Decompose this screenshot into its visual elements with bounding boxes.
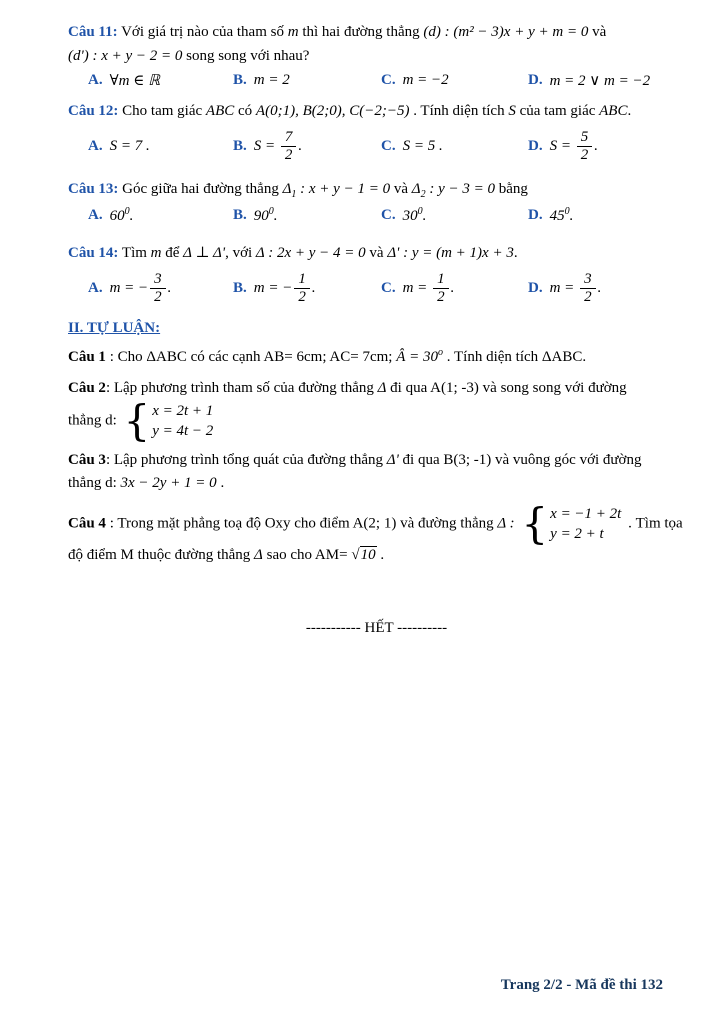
option-12-c	[381, 138, 528, 155]
essay-question-2-delta: Δ	[377, 380, 387, 397]
essay-question-1-angle	[396, 349, 443, 365]
question-13-line-delta1	[282, 180, 391, 200]
option-12-b-letter: B.	[233, 138, 247, 155]
option-12-d-tail: .	[594, 138, 598, 155]
option-13-d-tail: .	[569, 207, 574, 224]
essay-question-1-label: Câu 1	[68, 349, 106, 365]
option-13-d-sup: 0	[564, 205, 570, 217]
question-13-text-2: và	[393, 180, 409, 197]
question-13-text-3: bằng	[498, 180, 528, 197]
question-12-area-s: S	[508, 103, 516, 119]
option-14-c-denominator: 2	[437, 288, 445, 305]
essay-question-3-label: Câu 3	[68, 452, 106, 468]
option-13-a-value	[110, 206, 134, 225]
question-11-label: Câu 11:	[68, 24, 118, 40]
essay-question-4-text-1: : Trong mặt phẳng toạ độ Oxy cho điểm A(2; 1) và đường thẳng	[109, 515, 494, 532]
option-13-c-letter: C.	[381, 206, 396, 223]
option-13-d-letter: D.	[528, 206, 543, 223]
essay-question-2-text-2: đi qua A(1; -3) và song song với đường	[390, 380, 627, 397]
essay-question-1-line-1	[68, 345, 685, 369]
option-12-b-tail: .	[298, 138, 303, 155]
question-11-line-1	[68, 20, 685, 44]
option-13-d	[528, 206, 685, 225]
question-14-text-4: và	[369, 244, 384, 261]
question-12	[68, 99, 685, 165]
option-12-d	[528, 129, 685, 165]
radical-sign: √	[351, 547, 360, 563]
question-14-perpendicular: Δ ⊥ Δ'	[183, 244, 226, 261]
essay-question-2-eq-x: x = 2t + 1	[152, 402, 214, 419]
option-13-b-value	[254, 206, 278, 225]
option-14-c-tail: .	[450, 279, 455, 296]
question-14	[68, 241, 685, 307]
option-11-b-letter: B.	[233, 72, 247, 88]
question-13-options	[68, 206, 685, 225]
option-14-c-pre: m =	[402, 279, 428, 296]
option-11-a-letter: A.	[88, 72, 103, 88]
essay-question-4-eq-x: x = −1 + 2t	[550, 505, 622, 522]
option-11-b	[233, 72, 381, 89]
essay-question-4-delta-2: Δ	[254, 547, 263, 563]
question-12-label: Câu 12:	[68, 103, 119, 119]
essay-question-4-eq-y: y = 2 + t	[550, 525, 604, 542]
essay-question-3-text-3: thẳng d:	[68, 475, 117, 492]
essay-question-3-line-2	[68, 472, 685, 495]
question-12-line-1	[68, 99, 685, 123]
option-12-b-pre: S =	[253, 138, 276, 155]
option-11-c	[381, 72, 528, 89]
option-12-b-fraction	[281, 129, 297, 165]
option-12-b	[233, 129, 381, 165]
option-13-d-base: 45	[549, 207, 565, 224]
question-13-delta2: Δ	[411, 180, 421, 197]
question-11-text-3: và	[592, 24, 607, 40]
option-14-a-fraction	[150, 271, 166, 307]
option-14-a-pre: m = −	[109, 279, 149, 296]
question-14-text-5: .	[513, 244, 518, 261]
option-14-c	[381, 271, 528, 307]
question-11-param-m: m	[287, 24, 299, 40]
question-12-text-5: .	[627, 103, 632, 119]
question-12-options	[68, 129, 685, 165]
essay-question-4-label: Câu 4	[68, 515, 106, 532]
question-11-line-2	[68, 44, 685, 68]
question-12-triangle-abc-2: ABC	[599, 103, 628, 119]
option-12-d-value	[550, 129, 598, 165]
essay-question-4	[68, 498, 685, 568]
option-12-a-letter: A.	[88, 138, 103, 155]
option-12-d-pre: S =	[549, 138, 571, 155]
question-11-text-1: Với giá trị nào của tham số	[121, 24, 284, 40]
option-13-a-base: 60	[109, 207, 125, 224]
option-11-d-value: m = 2 ∨ m = −2	[549, 73, 651, 89]
question-13-line-1	[68, 177, 685, 203]
question-12-points: A(0;1), B(2;0), C(−2;−5)	[255, 103, 410, 119]
question-13-eq1: : x + y − 1 = 0	[296, 180, 391, 197]
essay-question-4-text-4: sao cho AM=	[266, 547, 348, 563]
option-13-a-letter: A.	[88, 206, 103, 223]
essay-question-2-system-rows	[152, 401, 213, 442]
question-11-equation-d-prime: (d') : x + y − 2 = 0	[68, 48, 183, 64]
essay-question-2-text-1: : Lập phương trình tham số của đường thẳng	[105, 380, 374, 397]
essay-question-2-label: Câu 2	[68, 380, 106, 397]
essay-question-1-angle-base: Â = 30	[396, 349, 439, 365]
question-14-line-1	[68, 241, 685, 265]
option-14-c-numerator: 1	[433, 271, 449, 289]
question-13-delta2-sub: 2	[420, 188, 426, 200]
option-14-b-denominator: 2	[298, 288, 306, 305]
option-14-b-tail: .	[311, 279, 316, 296]
option-13-c-base: 30	[402, 207, 418, 224]
question-12-text-4: của tam giác	[519, 103, 596, 119]
option-11-d-letter: D.	[528, 72, 543, 88]
option-12-b-denominator: 2	[284, 147, 293, 164]
option-13-a-sup: 0	[124, 205, 130, 217]
option-13-c-value	[403, 206, 427, 225]
question-12-text-1: Cho tam giác	[122, 103, 203, 119]
option-14-b-pre: m = −	[253, 279, 293, 296]
option-12-a-value: S = 7 .	[109, 138, 150, 155]
question-13-delta1-sub: 1	[291, 188, 297, 200]
question-13-label: Câu 13:	[68, 180, 119, 197]
question-14-text-3: , với	[225, 244, 253, 261]
option-14-c-letter: C.	[381, 279, 396, 296]
option-13-c-sup: 0	[417, 205, 423, 217]
square-root	[351, 546, 376, 563]
option-14-c-value	[403, 271, 455, 307]
essay-question-2-line-1	[68, 377, 685, 400]
left-brace: {	[123, 395, 151, 445]
option-13-a	[88, 206, 233, 225]
essay-question-2-system	[123, 395, 214, 445]
essay-question-4-text-5: .	[380, 547, 385, 563]
question-11-text-2: thì hai đường thẳng	[302, 24, 420, 40]
option-14-a-value	[110, 271, 172, 307]
essay-question-1-angle-sup: o	[438, 347, 444, 358]
option-13-b	[233, 206, 381, 225]
option-12-c-letter: C.	[381, 138, 396, 155]
essay-question-3-text-2: đi qua B(3; -1) và vuông góc với đường	[402, 452, 642, 468]
section-2-heading: II. TỰ LUẬN:	[68, 320, 161, 336]
essay-question-3-line-1	[68, 449, 685, 472]
option-14-a-numerator: 3	[150, 271, 166, 289]
question-11	[68, 20, 685, 90]
option-12-a	[88, 138, 233, 155]
essay-question-3	[68, 449, 685, 496]
option-14-d-numerator: 3	[580, 271, 596, 289]
essay-question-3-equation: 3x − 2y + 1 = 0	[120, 475, 217, 492]
essay-question-4-line-1	[68, 498, 685, 548]
option-12-b-value	[254, 129, 302, 165]
option-11-b-value: m = 2	[253, 72, 290, 88]
question-14-eq-delta: Δ : 2x + y − 4 = 0	[255, 244, 366, 261]
essay-question-1-text-2: . Tính diện tích ΔABC.	[446, 349, 587, 365]
question-11-equation-d: (d) : (m² − 3)x + y + m = 0	[423, 24, 589, 40]
option-14-b	[233, 271, 381, 307]
option-12-d-numerator: 5	[577, 129, 593, 147]
option-14-b-letter: B.	[233, 279, 247, 296]
option-11-c-value: m = −2	[402, 72, 449, 88]
question-14-label: Câu 14:	[68, 244, 119, 261]
option-11-a	[88, 71, 233, 90]
option-14-d	[528, 271, 685, 307]
essay-question-4-system	[521, 498, 622, 548]
essay-question-1	[68, 345, 685, 369]
essay-question-2-eq-y: y = 4t − 2	[152, 422, 214, 439]
question-14-text-2: để	[165, 244, 180, 261]
essay-question-4-delta: Δ :	[497, 515, 515, 532]
question-12-triangle-abc: ABC	[205, 103, 235, 119]
option-13-c	[381, 206, 528, 225]
essay-question-2-line-2	[68, 395, 685, 445]
essay-question-4-system-rows	[550, 504, 621, 545]
essay-question-4-text-3: độ điểm M thuộc đường thẳng	[68, 547, 251, 563]
question-13-text-1: Góc giữa hai đường thẳng	[122, 180, 279, 197]
essay-question-3-text-4: .	[220, 475, 225, 492]
option-13-b-sup: 0	[268, 205, 274, 217]
question-13-eq2: : y − 3 = 0	[425, 180, 495, 197]
question-14-options	[68, 271, 685, 307]
option-14-b-value	[254, 271, 316, 307]
option-14-a-letter: A.	[88, 279, 103, 296]
question-11-text-4: song song với nhau?	[186, 48, 310, 64]
option-13-c-tail: .	[422, 207, 427, 224]
essay-question-2	[68, 377, 685, 445]
option-14-a-tail: .	[167, 279, 172, 296]
question-14-param-m: m	[150, 244, 162, 261]
question-13-delta1: Δ	[282, 180, 292, 197]
question-12-text-2: có	[238, 103, 253, 119]
essay-question-1-text-1: : Cho ΔABC có các cạnh AB= 6cm; AC= 7cm;	[109, 349, 393, 365]
option-11-c-letter: C.	[381, 72, 396, 88]
option-14-b-numerator: 1	[294, 271, 310, 289]
option-12-d-letter: D.	[528, 138, 543, 155]
question-13	[68, 177, 685, 225]
option-13-a-tail: .	[129, 207, 134, 224]
essay-question-3-text-1: : Lập phương trình tổng quát của đường thẳng	[105, 452, 384, 468]
question-14-text-1: Tìm	[121, 244, 147, 261]
option-14-d-tail: .	[597, 279, 602, 296]
option-13-b-base: 90	[253, 207, 269, 224]
option-14-d-value	[550, 271, 602, 307]
option-14-d-denominator: 2	[584, 288, 592, 305]
option-14-c-fraction	[433, 271, 449, 307]
left-brace: {	[521, 498, 549, 548]
radicand: 10	[360, 547, 376, 563]
essay-question-4-text-2: . Tìm tọa	[628, 515, 683, 532]
option-12-c-value: S = 5 .	[402, 138, 443, 155]
option-11-a-value: ∀m ∈ ℝ	[109, 73, 160, 89]
option-13-d-value	[550, 206, 574, 225]
option-13-b-tail: .	[273, 207, 278, 224]
question-13-line-delta2	[411, 180, 495, 200]
option-14-a	[88, 271, 233, 307]
option-14-b-fraction	[294, 271, 310, 307]
question-12-text-3: . Tính diện tích	[413, 103, 505, 119]
essay-question-4-line-2	[68, 544, 685, 567]
option-14-d-letter: D.	[528, 279, 543, 296]
essay-question-2-text-3: thẳng d:	[68, 412, 117, 429]
option-11-d	[528, 71, 685, 90]
option-12-d-denominator: 2	[580, 147, 589, 164]
page-footer: Trang 2/2 - Mã đề thi 132	[500, 977, 663, 993]
essay-question-3-delta-prime: Δ'	[386, 452, 399, 468]
question-14-eq-delta-prime: Δ' : y = (m + 1)x + 3	[387, 244, 514, 261]
option-12-b-numerator: 7	[281, 129, 297, 147]
option-14-d-pre: m =	[549, 279, 575, 296]
option-14-a-denominator: 2	[154, 288, 162, 305]
option-12-d-fraction	[577, 129, 593, 165]
option-13-b-letter: B.	[233, 206, 247, 223]
end-marker: ----------- HẾT ----------	[305, 620, 448, 637]
question-11-options	[68, 71, 685, 90]
option-14-d-fraction	[580, 271, 596, 307]
